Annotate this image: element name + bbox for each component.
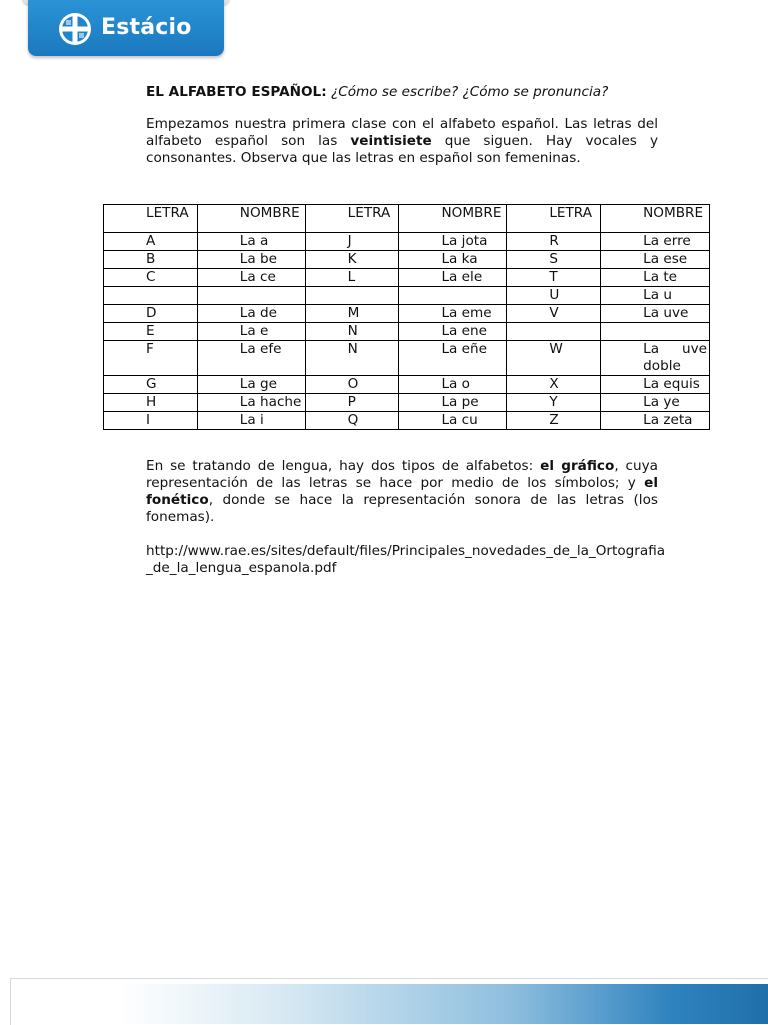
table-row (104, 341, 710, 376)
table-row (104, 323, 710, 341)
letter-cell: O (305, 376, 399, 394)
para2-bold-2: el fonético (146, 475, 658, 508)
intro-text-2: que siguen. Hay vocales y consonantes. Observa que las letras en español son femeninas. (146, 133, 658, 166)
letter-cell: I (104, 412, 198, 430)
brand-logo-tab (28, 0, 224, 56)
letter-name-cell: La equis (601, 376, 710, 394)
letter-name-cell: La cu (399, 412, 507, 430)
letter-name-cell: La eñe (399, 341, 507, 376)
letter-name-cell: La o (399, 376, 507, 394)
letter-cell: W (507, 341, 601, 376)
letter-cell (305, 287, 399, 305)
table-header-cell: LETRA (507, 205, 601, 233)
document-body (146, 84, 658, 167)
letter-cell: C (104, 269, 198, 287)
letter-name-cell (601, 323, 710, 341)
letter-name-cell: La ele (399, 269, 507, 287)
table-header-cell: LETRA (305, 205, 399, 233)
table-row (104, 287, 710, 305)
table-row (104, 233, 710, 251)
letter-cell (104, 287, 198, 305)
alphabet-table-body (104, 205, 710, 430)
table-header-cell: LETRA (104, 205, 198, 233)
title-italic: ¿Cómo se escribe? ¿Cómo se pronuncia? (331, 84, 609, 100)
para2-text-2: , cuya representación de las letras se hace por medio de los símbolos; y (146, 458, 658, 491)
letter-name-cell: La erre (601, 233, 710, 251)
letter-cell: N (305, 323, 399, 341)
letter-name-cell: La e (197, 323, 305, 341)
title-bold: EL ALFABETO ESPAÑOL: (146, 84, 327, 100)
intro-paragraph (146, 116, 658, 167)
letter-name-cell: La a (197, 233, 305, 251)
table-row (104, 394, 710, 412)
letter-name-cell: La be (197, 251, 305, 269)
letter-cell: R (507, 233, 601, 251)
letter-name-cell: La hache (197, 394, 305, 412)
intro-bold: veintisiete (350, 133, 432, 149)
para2-text-1: En se tratando de lengua, hay dos tipos de alfabetos: (146, 458, 541, 474)
letter-name-cell: La de (197, 305, 305, 323)
para2-bold-1: el gráfico (540, 458, 615, 474)
letter-name-cell: La zeta (601, 412, 710, 430)
letter-cell: J (305, 233, 399, 251)
table-row (104, 251, 710, 269)
table-row (104, 376, 710, 394)
letter-cell: F (104, 341, 198, 376)
table-row (104, 412, 710, 430)
letter-cell: B (104, 251, 198, 269)
letter-cell: L (305, 269, 399, 287)
letter-name-cell: La ka (399, 251, 507, 269)
letter-cell: G (104, 376, 198, 394)
letter-cell: Q (305, 412, 399, 430)
letter-name-cell: La pe (399, 394, 507, 412)
letter-name-cell: La efe (197, 341, 305, 376)
letter-name-cell: La uve doble (601, 341, 710, 376)
letter-name-cell: La ene (399, 323, 507, 341)
brand-logo-icon (58, 12, 92, 46)
letter-name-cell (399, 287, 507, 305)
intro-text-1: Empezamos nuestra primera clase con el alfabeto español. Las letras del alfabeto español son las (146, 116, 658, 149)
letter-cell: X (507, 376, 601, 394)
letter-name-cell: La i (197, 412, 305, 430)
letter-cell: D (104, 305, 198, 323)
reference-link[interactable]: http://www.rae.es/sites/default/files/Principales_novedades_de_la_Ortografia_de_la_lengua_espanola.pdf (146, 543, 666, 576)
letter-cell (507, 323, 601, 341)
table-header-cell: NOMBRE (601, 205, 710, 233)
letter-cell: T (507, 269, 601, 287)
para2-text-3: , donde se hace la representación sonora de las letras (los fonemas). (146, 492, 658, 525)
letter-name-cell: La eme (399, 305, 507, 323)
table-header-cell: NOMBRE (197, 205, 305, 233)
letter-name-cell: La ye (601, 394, 710, 412)
brand-name: Estácio (101, 15, 192, 40)
letter-cell: M (305, 305, 399, 323)
letter-cell: K (305, 251, 399, 269)
letter-cell: V (507, 305, 601, 323)
letter-name-cell: La ce (197, 269, 305, 287)
letter-cell: N (305, 341, 399, 376)
letter-cell: E (104, 323, 198, 341)
table-header-row (104, 205, 710, 233)
letter-name-cell (197, 287, 305, 305)
letter-cell: Z (507, 412, 601, 430)
letter-name-cell: La u (601, 287, 710, 305)
table-header-cell: NOMBRE (399, 205, 507, 233)
alphabet-types-paragraph (146, 458, 658, 526)
alphabet-table (103, 204, 710, 430)
letter-cell: P (305, 394, 399, 412)
table-row (104, 305, 710, 323)
letter-name-cell: La te (601, 269, 710, 287)
letter-name-cell: La jota (399, 233, 507, 251)
letter-name-cell: La ge (197, 376, 305, 394)
letter-cell: U (507, 287, 601, 305)
page-title (146, 84, 658, 101)
footer-band (120, 984, 768, 1024)
letter-cell: Y (507, 394, 601, 412)
table-row (104, 269, 710, 287)
letter-cell: A (104, 233, 198, 251)
letter-name-cell: La ese (601, 251, 710, 269)
letter-cell: S (507, 251, 601, 269)
letter-name-cell: La uve (601, 305, 710, 323)
letter-cell: H (104, 394, 198, 412)
